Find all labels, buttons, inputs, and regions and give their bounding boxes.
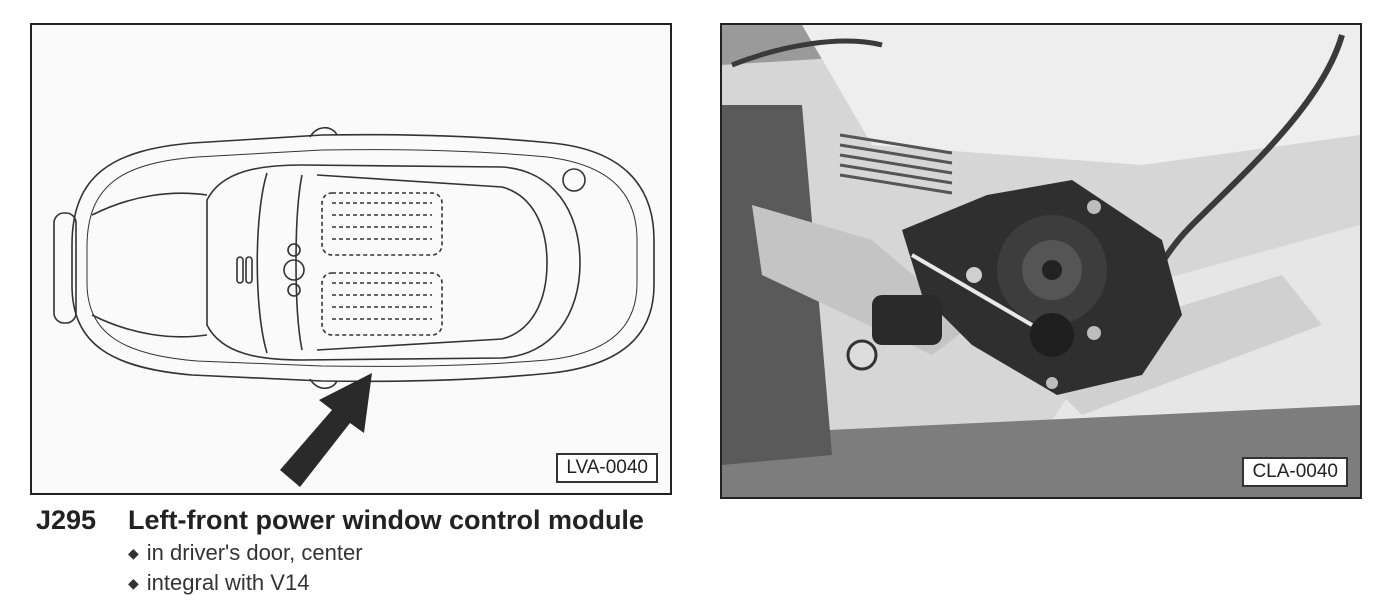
figure-door-photo — [720, 23, 1362, 499]
figure-label-right: CLA-0040 — [1242, 457, 1348, 487]
pointer-arrow-icon — [280, 373, 372, 487]
component-notes — [128, 538, 363, 598]
window-motor-module-photo — [722, 25, 1360, 497]
note-text: integral with V14 — [146, 570, 310, 595]
bullet-icon: ◆ — [128, 545, 139, 561]
figure-label-left: LVA-0040 — [556, 453, 658, 483]
car-top-view-icon — [32, 25, 670, 493]
component-code: J295 — [36, 505, 97, 535]
figure-car-top-view — [30, 23, 672, 495]
bullet-icon: ◆ — [128, 575, 139, 591]
note-item — [128, 538, 363, 568]
note-text: in driver's door, center — [146, 540, 363, 565]
component-title: Left-front power window control module — [128, 505, 644, 535]
note-item — [128, 568, 363, 598]
